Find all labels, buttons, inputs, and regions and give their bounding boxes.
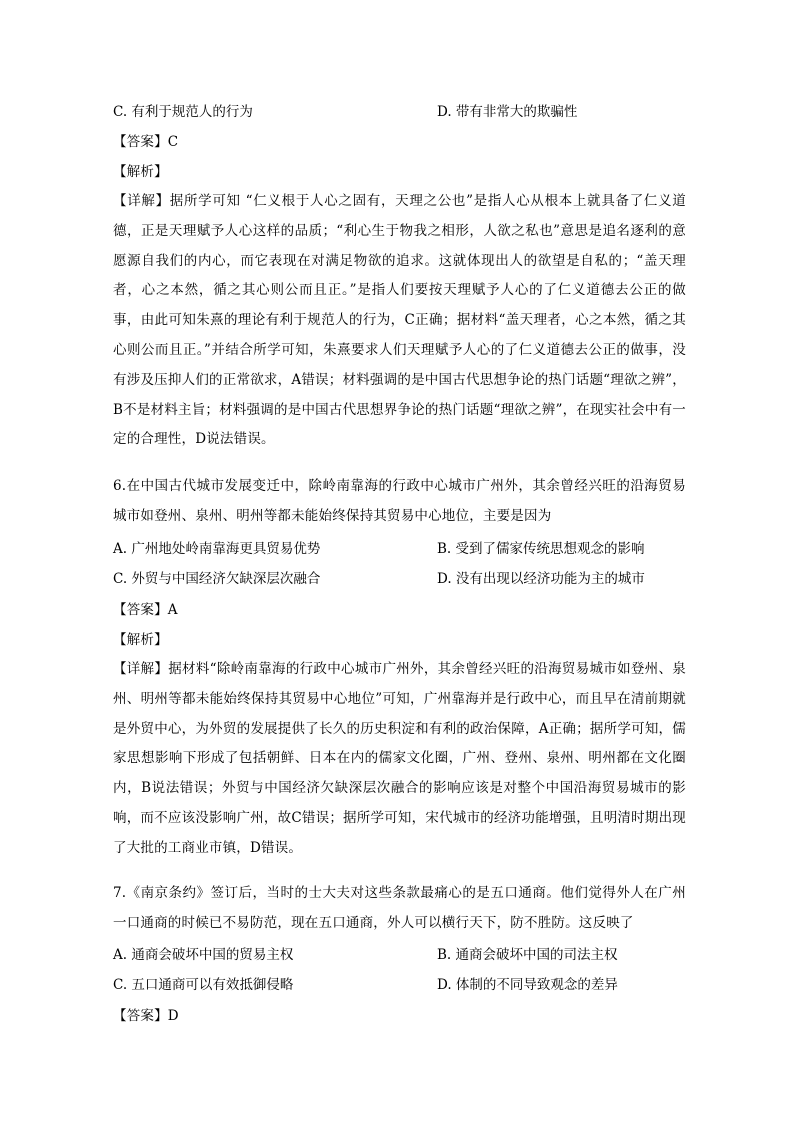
q7-stem: 7.《南京条约》签订后，当时的士大夫对这些条款最痛心的是五口通商。他们觉得外人在广州一口通商的时候已不易防范，现在五口通商，外人可以横行天下，防不胜防。这反映了 <box>113 885 686 931</box>
q5-option-d[interactable]: D. 带有非常大的欺骗性 <box>437 104 578 120</box>
q5-detail: 【详解】据所学可知 “仁义根于人心之固有，天理之公也”是指人心从根本上就具备了仁义道德，正是天理赋予人心这样的品质；“利心生于物我之相形，人欲之私也”意思是追名逐利的意愿源自我们的内心，而它表现在对满足物欲的追求。这就体现出人的欲望是自私的；“盖天理者，心之本然，循之其心则公而且正。”是指人们要按天理赋予人心的了仁义道德去公正的做事，由此可知朱熹的理论有利于规范人的行为，C正确；据材料“盖天理者，心之本然，循之其心则公而且正。”并结合所学可知，朱熹要求人们天理赋予人心的了仁义道德去公正的做事，没有涉及压抑人们的正常欲求，A错误；材料强调的是中国古代思想争论的热门话题“理欲之辨”，B不是材料主旨；材料强调的是中国古代思想界争论的热门话题“理欲之辨”，在现实社会中有一定的合理性，D说法错误。 <box>113 193 686 448</box>
q6-detail: 【详解】据材料“除岭南靠海的行政中心城市广州外，其余曾经兴旺的沿海贸易城市如登州、泉州、明州等都未能始终保持其贸易中心地位”可知，广州靠海并是行政中心，而且早在清前期就是外贸中心，为外贸的发展提供了长久的历史积淀和有利的政治保障，A正确；据所学可知，儒家思想影响下形成了包括朝鲜、日本在内的儒家文化圈，广州、登州、泉州、明州都在文化圈内，B说法错误；外贸与中国经济欠缺深层次融合的影响应该是对整个中国沿海贸易城市的影响，而不应该没影响广州，故C错误；据所学可知，宋代城市的经济功能增强，且明清时期出现了大批的工商业市镇，D错误。 <box>113 661 686 856</box>
q6-option-b[interactable]: B. 受到了儒家传统思想观念的影响 <box>437 541 645 557</box>
q7-option-c[interactable]: C. 五口通商可以有效抵御侵略 <box>113 977 294 993</box>
q6-option-d[interactable]: D. 没有出现以经济功能为主的城市 <box>437 571 645 587</box>
q7-option-a[interactable]: A. 通商会破坏中国的贸易主权 <box>113 947 294 963</box>
q6-option-c[interactable]: C. 外贸与中国经济欠缺深层次融合 <box>113 571 321 587</box>
q7-option-d[interactable]: D. 体制的不同导致观念的差异 <box>437 977 618 993</box>
q6-stem: 6.在中国古代城市发展变迁中，除岭南靠海的行政中心城市广州外，其余曾经兴旺的沿海贸易城市如登州、泉州、明州等都未能始终保持其贸易中心地位，主要是因为 <box>113 478 686 524</box>
q5-answer: 【答案】C <box>113 134 179 150</box>
q5-analysis-label: 【解析】 <box>113 164 168 180</box>
q5-options-row-cd <box>113 97 693 127</box>
q6-options-row-ab <box>113 534 693 564</box>
q6-option-a[interactable]: A. 广州地处岭南靠海更具贸易优势 <box>113 541 321 557</box>
q7-answer: 【答案】D <box>113 1008 179 1024</box>
q7-option-b[interactable]: B. 通商会破坏中国的司法主权 <box>437 947 618 963</box>
q6-options-row-cd <box>113 564 693 594</box>
q7-options-row-ab <box>113 940 693 970</box>
q6-analysis-label: 【解析】 <box>113 632 168 648</box>
q5-option-c[interactable]: C. 有利于规范人的行为 <box>113 104 253 120</box>
q6-answer: 【答案】A <box>113 602 178 618</box>
q7-options-row-cd <box>113 970 693 1000</box>
